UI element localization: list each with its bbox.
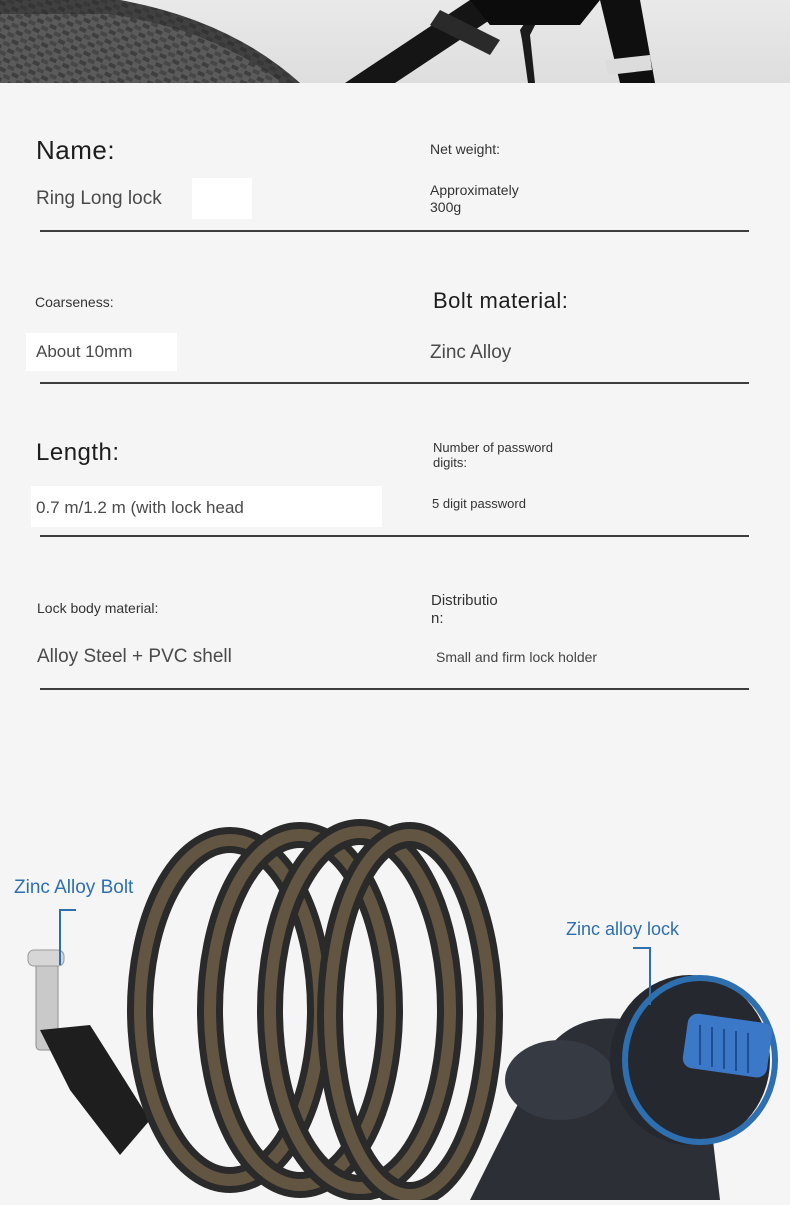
bolt-material-value: Zinc Alloy [430, 342, 512, 363]
distribution-label: Distributio n: [431, 592, 498, 627]
cable-lock-illustration [0, 760, 790, 1200]
lock-body-material-label: Lock body material: [37, 600, 159, 616]
distribution-value: Small and firm lock holder [436, 649, 598, 665]
cable-lock-photo [0, 760, 790, 1200]
bicycle-illustration [0, 0, 790, 83]
net-weight-value: Approximately 300g [430, 182, 519, 215]
coarseness-label: Coarseness: [35, 294, 114, 310]
lock-body-material-value: Alloy Steel + PVC shell [37, 646, 232, 667]
password-digits-value: 5 digit password [432, 496, 526, 511]
spec-panel [0, 83, 790, 723]
password-digits-label: Number of password digits: [433, 440, 553, 470]
row-divider [40, 230, 749, 232]
row-divider [40, 535, 749, 537]
net-weight-label: Net weight: [430, 141, 501, 157]
zinc-alloy-bolt-callout: Zinc Alloy Bolt [14, 877, 134, 898]
name-label: Name: [36, 135, 116, 165]
coarseness-value: About 10mm [36, 342, 133, 361]
name-value: Ring Long lock [36, 188, 162, 209]
row-divider [40, 688, 749, 690]
length-label: Length: [36, 439, 120, 466]
row-divider [40, 382, 749, 384]
length-value: 0.7 m/1.2 m (with lock head [36, 498, 244, 517]
zinc-alloy-lock-callout: Zinc alloy lock [566, 919, 680, 939]
highlight-box [192, 178, 252, 219]
bicycle-photo [0, 0, 790, 83]
bolt-material-label: Bolt material: [433, 288, 569, 313]
